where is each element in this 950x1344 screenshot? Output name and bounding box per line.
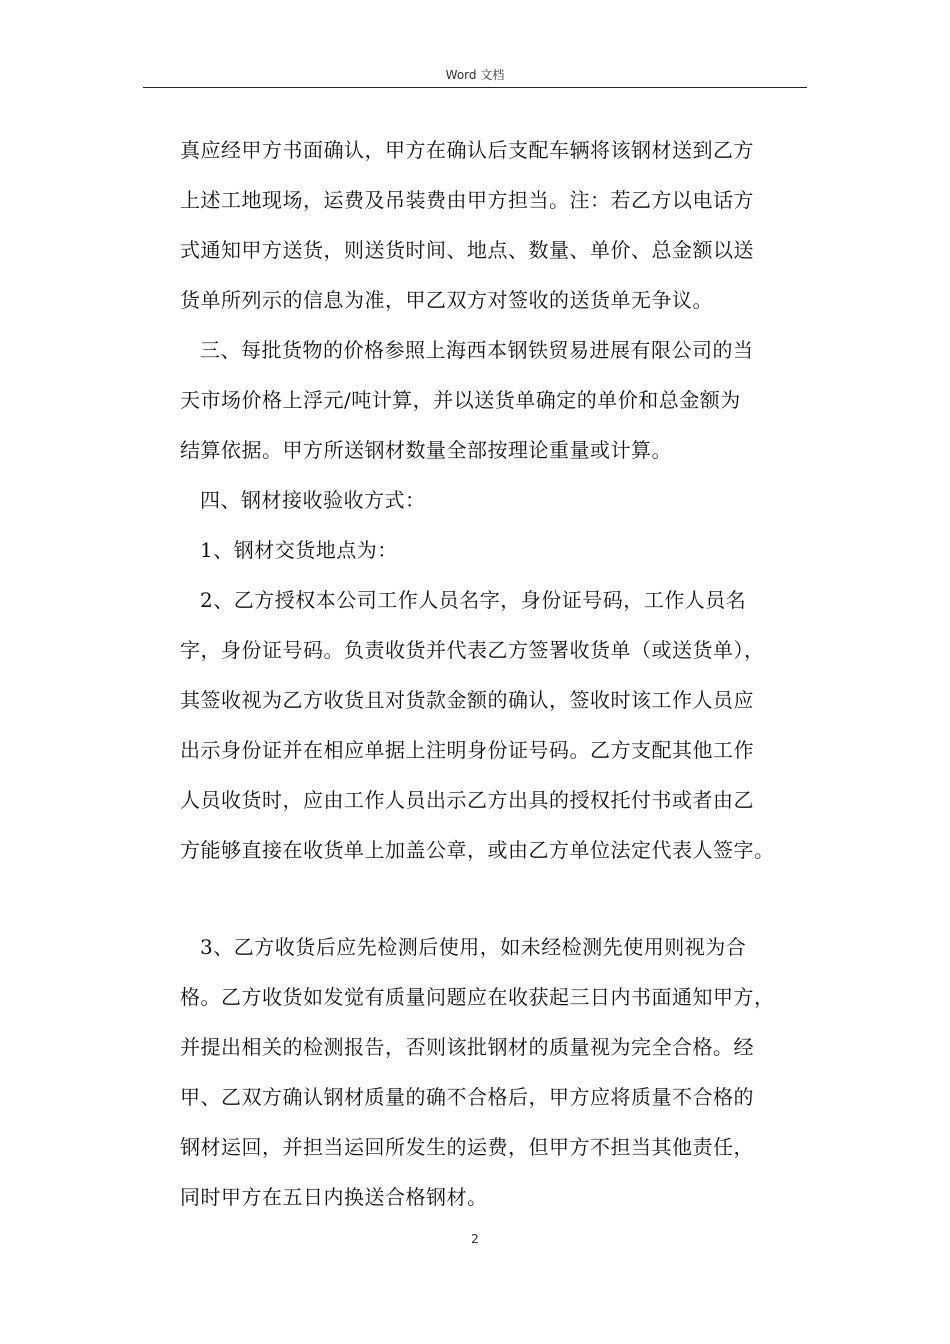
page-header: Word 文档 (445, 68, 505, 82)
body-line-20: 钢材运回，并担当运回所发生的运费，但甲方不担当其他责任， (180, 1135, 754, 1159)
body-line-7: 结算依据。甲方所送钢材数量全部按理论重量或计算。 (180, 438, 672, 462)
body-line-13: 出示身份证并在相应单据上注明身份证号码。乙方支配其他工作 (180, 738, 754, 762)
body-line-4: 货单所列示的信息为准，甲乙双方对签收的送货单无争议。 (180, 288, 713, 312)
body-line-3: 式通知甲方送货，则送货时间、地点、数量、单价、总金额以送 (180, 238, 754, 262)
body-line-11: 字，身份证号码。负责收货并代表乙方签署收货单（或送货单）， (180, 638, 765, 662)
page-number: 2 (471, 1232, 479, 1246)
body-line-10: 2、乙方授权本公司工作人员名字，身份证号码，工作人员名 (200, 588, 747, 612)
body-line-6: 天市场价格上浮元/吨计算，并以送货单确定的单价和总金额为 (180, 388, 741, 412)
body-line-21: 同时甲方在五日内换送合格钢材。 (180, 1185, 488, 1209)
body-line-16: 3、乙方收货后应先检测后使用，如未经检测先使用则视为合 (200, 935, 747, 959)
header-divider (143, 87, 807, 88)
body-line-8: 四、钢材接收验收方式： (200, 488, 426, 512)
body-line-12: 其签收视为乙方收货且对货款金额的确认，签收时该工作人员应 (180, 688, 754, 712)
body-line-14: 人员收货时，应由工作人员出示乙方出具的授权托付书或者由乙 (180, 788, 754, 812)
body-line-15: 方能够直接在收货单上加盖公章，或由乙方单位法定代表人签字。 (180, 838, 775, 862)
body-line-19: 甲、乙双方确认钢材质量的确不合格后，甲方应将质量不合格的 (180, 1085, 754, 1109)
body-line-2: 上述工地现场，运费及吊装费由甲方担当。注：若乙方以电话方 (180, 188, 754, 212)
body-line-1: 真应经甲方书面确认，甲方在确认后支配车辆将该钢材送到乙方 (180, 138, 754, 162)
body-line-9: 1、钢材交货地点为： (200, 538, 398, 562)
body-line-17: 格。乙方收货如发觉有质量问题应在收获起三日内书面通知甲方， (180, 985, 775, 1009)
body-line-18: 并提出相关的检测报告，否则该批钢材的质量视为完全合格。经 (180, 1035, 754, 1059)
body-line-5: 三、每批货物的价格参照上海西本钢铁贸易进展有限公司的当 (200, 338, 754, 362)
